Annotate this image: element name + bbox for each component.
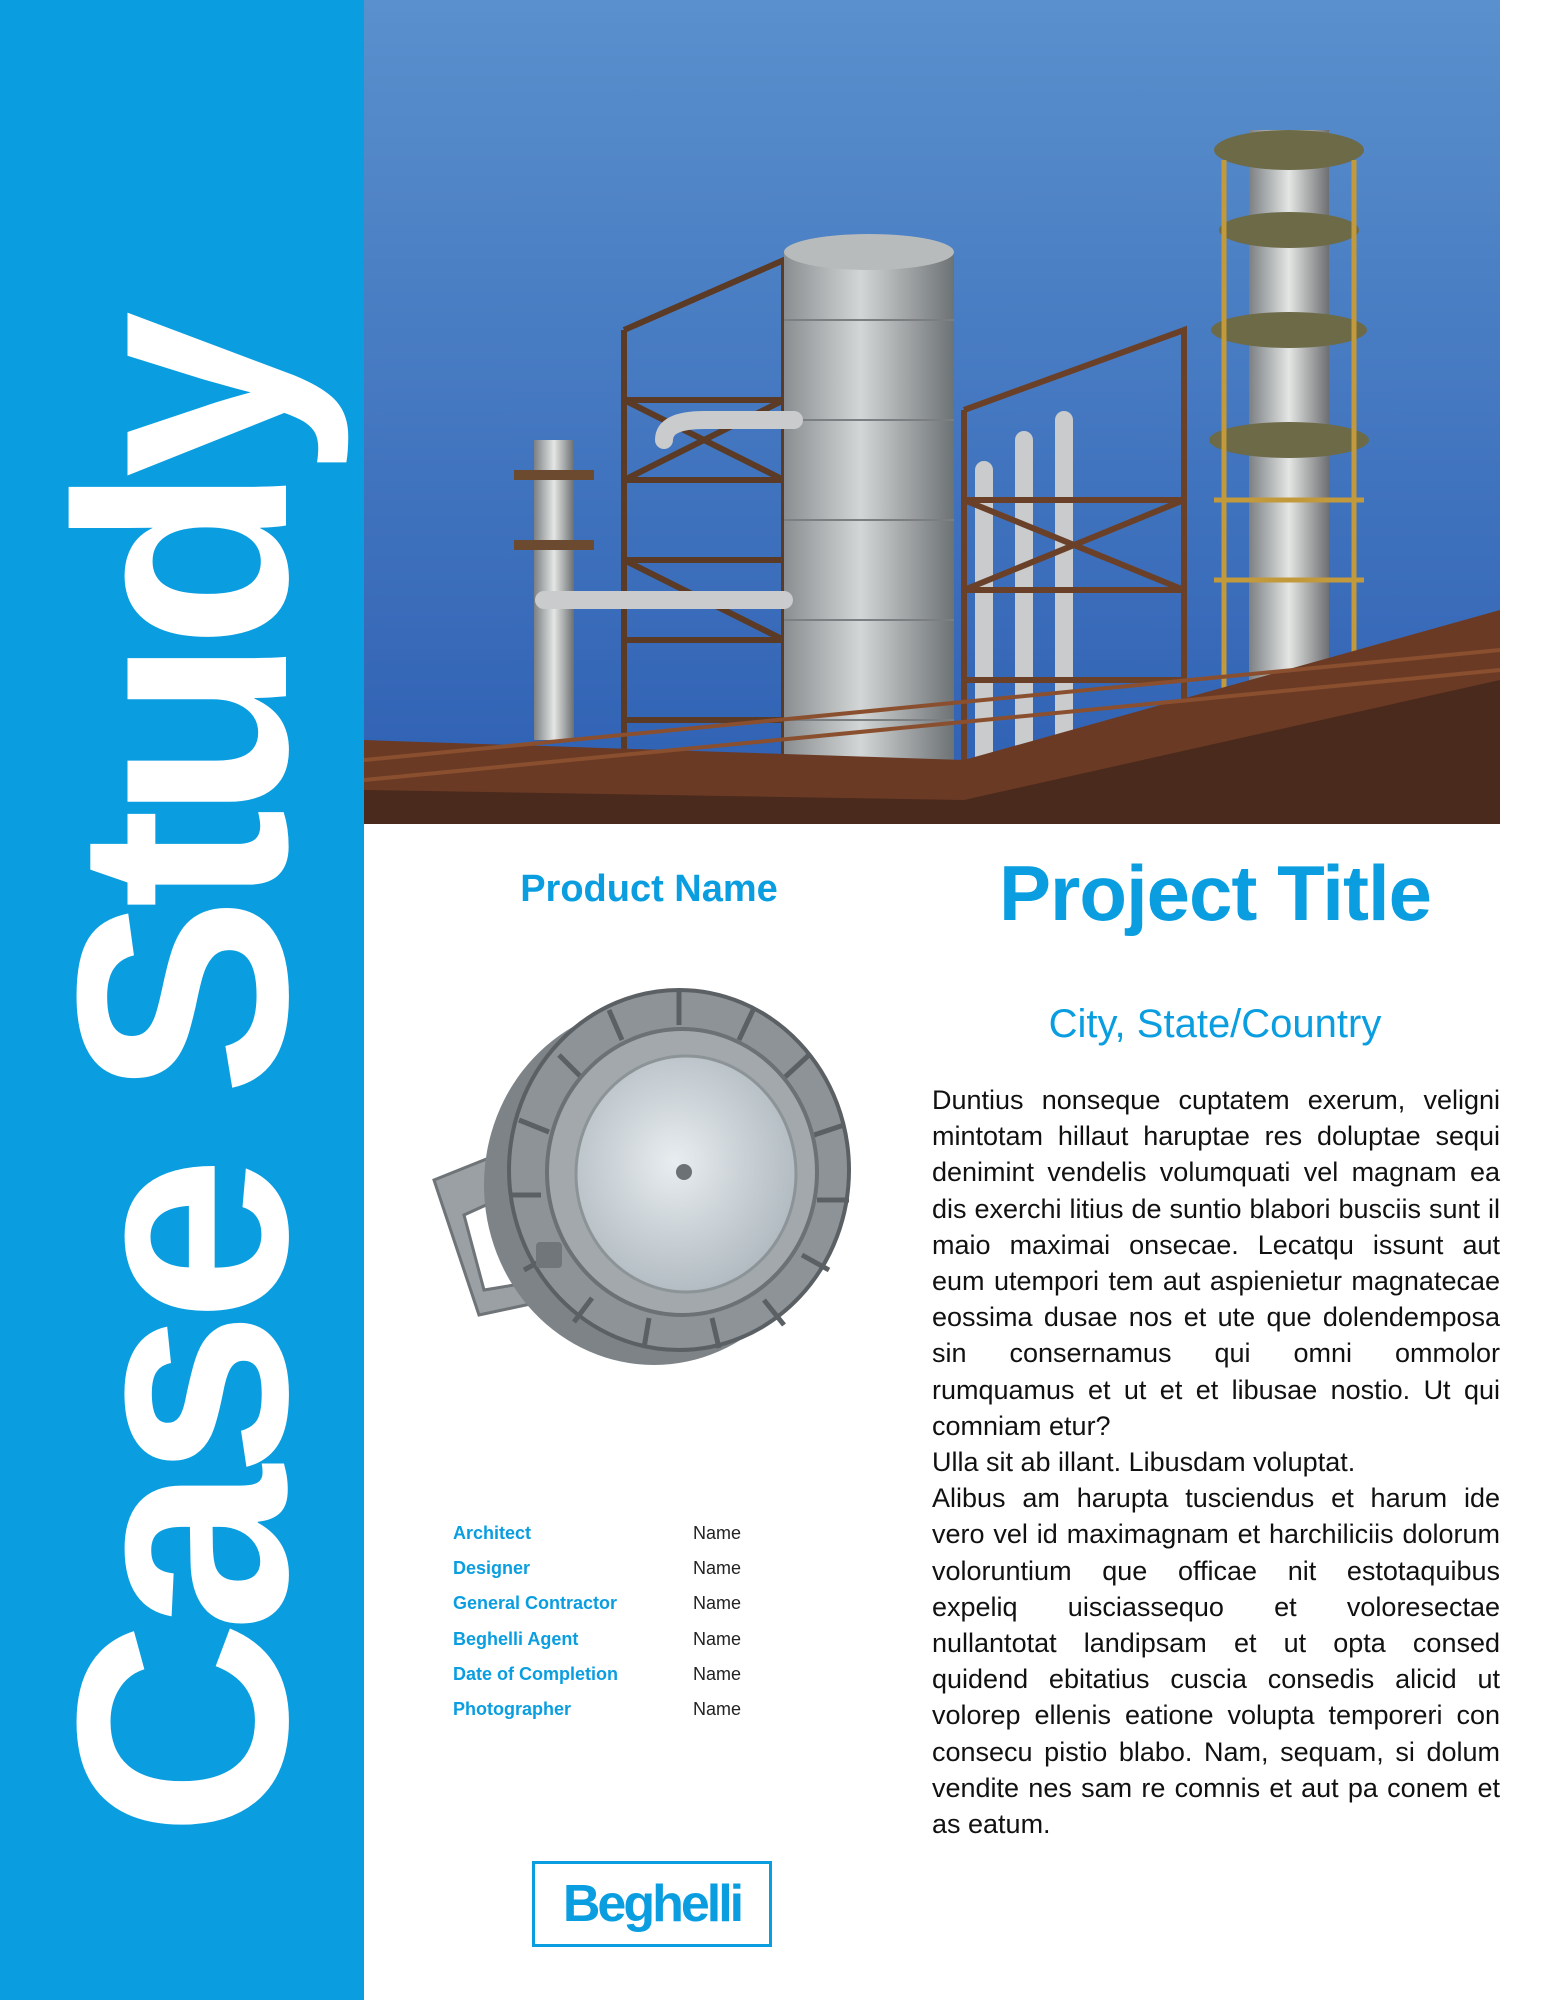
hero-photo-refinery [364, 0, 1500, 824]
credit-row [453, 1586, 773, 1621]
paragraph: Alibus am harupta tusciendus et harum ide vero vel id maximagnam et harchiliciis dolorum voloruntium que officae nit estotaquibus expeliq uisciassequo et voloresectae nullantotat landipsam et ut opta consed quidend ebitatius cuscia consedis alicid ut volorep ellenis eatione volupta temporeri con consecu pistio blabo. Nam, sequam, si dolum vendite nes sam re comnis et aut pa conem et as eatum. [932, 1483, 1500, 1840]
project-description [932, 1082, 1500, 1842]
paragraph: Ulla sit ab illant. Libusdam voluptat. [932, 1447, 1356, 1478]
project-location: City, State/Country [1048, 1002, 1382, 1046]
credit-row [453, 1622, 773, 1657]
credit-role: General Contractor [453, 1593, 618, 1614]
paragraph: Duntius nonseque cuptatem exerum, veligni mintotam hillaut haruptae res doluptae sequi denimint vendelis volumquati vel magnam ea dis exerchi litius de suntio blabori busciis sunt il maio maximai onsecae. Lecatqu issunt aut eum utempori tem aut aspienietur magnatecae eossima dusae nos et ute que dolendemposa sin consernamus qui omni ommolor rumquamus et ut et et libusae nostio. Ut qui comniam etur? [932, 1085, 1500, 1441]
credit-row [453, 1657, 773, 1692]
case-study-title: Case Study [14, 323, 350, 1837]
credit-role: Architect [453, 1523, 532, 1543]
credit-name: Name [693, 1593, 742, 1614]
project-credits [453, 1516, 773, 1727]
beghelli-logo: Beghelli [532, 1861, 772, 1947]
sidebar-band [0, 0, 364, 2000]
credit-role: Date of Completion [453, 1663, 618, 1684]
credit-role: Beghelli Agent [453, 1628, 579, 1649]
credit-row [453, 1692, 773, 1727]
credit-name: Name [693, 1558, 742, 1579]
project-title: Project Title [998, 849, 1432, 937]
credit-name: Name [693, 1663, 742, 1684]
credit-name: Name [693, 1628, 742, 1649]
credit-role: Designer [453, 1558, 531, 1579]
credit-row [453, 1551, 773, 1586]
product-name: Product Name [520, 868, 778, 910]
light-fixture-image [424, 950, 874, 1380]
credit-row [453, 1516, 773, 1551]
credit-name: Name [693, 1523, 742, 1543]
credit-name: Name [693, 1699, 742, 1720]
credit-role: Photographer [453, 1699, 572, 1720]
